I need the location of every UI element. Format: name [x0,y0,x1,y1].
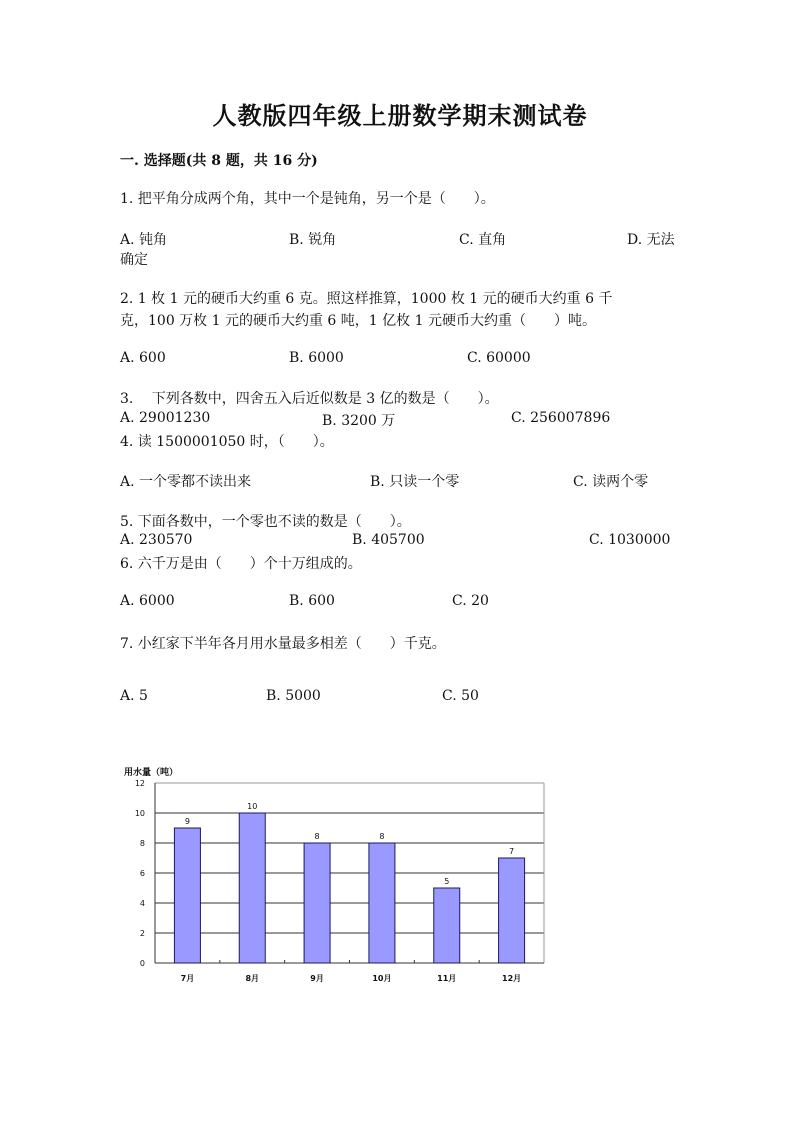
water-usage-bar-chart [100,760,570,995]
bar-10月 [369,843,395,963]
question-7-text: 7. 小红家下半年各月用水量最多相差（ ）千克。 [120,636,446,652]
question-3-option-c: C. 256007896 [511,410,611,426]
x-tick-label: 9月 [310,974,324,983]
question-7-option-a: A. 5 [120,688,148,704]
question-3-text: 3. 下列各数中，四舍五入后近似数是 3 亿的数是（ ）。 [120,391,499,407]
y-tick-label: 12 [134,779,145,788]
y-tick-label: 10 [134,809,145,818]
question-1-option-a: A. 钝角 [120,232,168,248]
question-4-option-b: B. 只读一个零 [370,474,460,490]
question-4-text: 4. 读 1500001050 时，（ ）。 [120,434,334,450]
question-6-option-c: C. 20 [452,593,489,609]
y-tick-label: 2 [139,929,145,938]
y-tick-label: 0 [139,959,145,968]
chart-canvas [100,760,570,995]
bar-9月 [304,843,330,963]
question-2-option-b: B. 6000 [289,350,344,366]
question-7-option-c: C. 50 [442,688,479,704]
chart-y-axis-ticks [135,779,145,968]
bar-value-label: 7 [509,847,515,856]
question-5-option-b: B. 405700 [352,532,425,548]
bar-value-label: 10 [247,802,258,811]
bar-value-label: 5 [444,877,450,886]
x-tick-label: 8月 [245,974,260,983]
question-7-option-b: B. 5000 [266,688,321,704]
x-tick-label: 11月 [437,974,457,983]
bar-8月 [239,813,265,963]
question-2-text-line-1: 2. 1 枚 1 元的硬币大约重 6 克。照这样推算，1000 枚 1 元的硬币大约重 6 千 [120,291,613,307]
question-1-option-b: B. 锐角 [289,232,337,248]
question-1-option-d-wrap: 确定 [120,252,148,268]
x-tick-label: 7月 [180,974,195,983]
y-tick-label: 8 [139,839,145,848]
question-5-text: 5. 下面各数中，一个零也不读的数是（ ）。 [120,514,411,530]
bar-12月 [499,858,525,963]
bar-value-label: 8 [314,832,320,841]
chart-bars [174,802,524,963]
question-6-option-b: B. 600 [289,593,335,609]
question-2-option-a: A. 600 [120,350,166,366]
bar-value-label: 8 [379,832,385,841]
question-5-option-a: A. 230570 [120,532,193,548]
section-heading: 一. 选择题(共 8 题，共 16 分) [120,153,318,169]
question-6-text: 6. 六千万是由（ ）个十万组成的。 [120,556,362,572]
bar-value-label: 9 [184,817,190,826]
y-tick-label: 6 [139,869,145,878]
chart-gridlines [155,783,544,963]
question-1-text: 1. 把平角分成两个角，其中一个是钝角，另一个是（ ）。 [120,191,495,207]
question-1-option-c: C. 直角 [459,232,507,248]
question-4-option-c: C. 读两个零 [573,474,649,490]
question-6-option-a: A. 6000 [120,593,175,609]
question-3-option-a: A. 29001230 [120,410,211,426]
question-2-text-line-2: 克，100 万枚 1 元的硬币大约重 6 吨，1 亿枚 1 元硬币大约重（ ）吨。 [120,313,596,329]
page-title: 人教版四年级上册数学期末测试卷 [212,101,588,130]
question-3-option-b: B. 3200 万 [322,413,396,429]
question-4-option-a: A. 一个零都不读出来 [120,474,252,490]
y-tick-label: 4 [139,899,145,908]
question-1-option-d: D. 无法 [627,232,675,248]
question-2-option-c: C. 60000 [467,350,531,366]
question-5-option-c: C. 1030000 [589,532,671,548]
x-tick-label: 12月 [502,974,522,983]
chart-y-axis-label: 用水量（吨） [124,768,179,778]
bar-11月 [434,888,460,963]
bar-7月 [174,828,200,963]
x-tick-label: 10月 [372,974,392,983]
